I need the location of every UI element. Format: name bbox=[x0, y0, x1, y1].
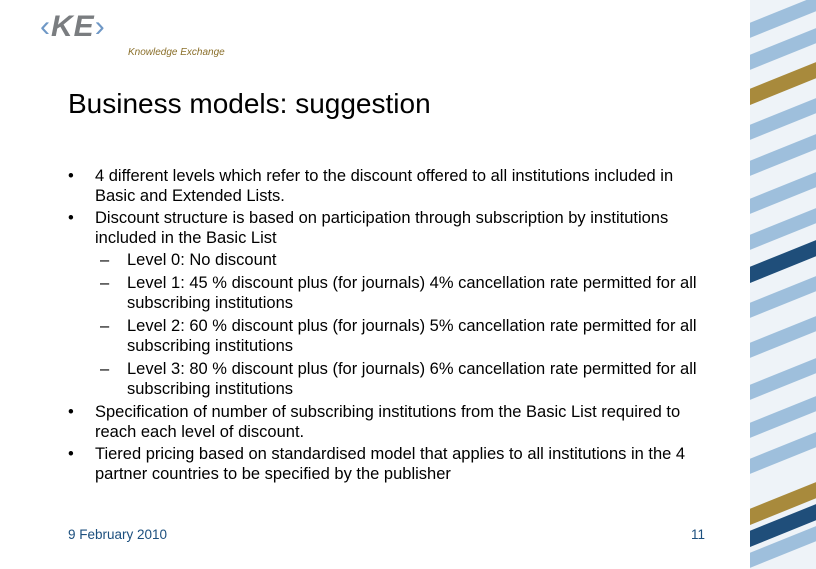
bullet-marker: • bbox=[68, 445, 74, 463]
bullet-item bbox=[68, 166, 718, 206]
sub-bullet-text: Level 1: 45 % discount plus (for journals) 4% cancellation rate permitted for all subscribing institutions bbox=[127, 274, 697, 312]
bullet-marker: • bbox=[68, 167, 74, 185]
sub-bullet-text: Level 2: 60 % discount plus (for journals) 5% cancellation rate permitted for all subscribing institutions bbox=[127, 317, 697, 355]
dash-marker: – bbox=[100, 274, 110, 292]
bullet-text: 4 different levels which refer to the discount offered to all institutions included in Basic and Extended Lists. bbox=[95, 167, 674, 205]
bullet-item bbox=[68, 208, 718, 248]
page-number: 11 bbox=[691, 527, 706, 542]
logo-subtitle: Knowledge Exchange bbox=[128, 47, 225, 58]
slide-content bbox=[68, 166, 718, 486]
footer-date: 9 February 2010 bbox=[68, 527, 168, 542]
bullet-marker: • bbox=[68, 209, 74, 227]
sub-bullet-item bbox=[68, 316, 718, 356]
dash-marker: – bbox=[100, 317, 110, 335]
sub-bullet-item bbox=[68, 250, 718, 270]
sub-bullet-item bbox=[68, 273, 718, 313]
logo-letters: KE bbox=[51, 10, 95, 43]
bullet-marker: • bbox=[68, 403, 74, 421]
sub-bullet-text: Level 0: No discount bbox=[127, 251, 277, 269]
logo-open-bracket: ‹ bbox=[40, 10, 51, 43]
bullet-text: Tiered pricing based on standardised model that applies to all institutions in the 4 partner countries to be specified by the publisher bbox=[95, 445, 686, 483]
logo-mark bbox=[40, 10, 106, 44]
dash-marker: – bbox=[100, 360, 110, 378]
dash-marker: – bbox=[100, 251, 110, 269]
bullet-item bbox=[68, 402, 718, 442]
logo bbox=[40, 10, 240, 62]
decorative-stripes bbox=[750, 0, 816, 569]
bullet-text: Specification of number of subscribing institutions from the Basic List required to reach each level of discount. bbox=[95, 403, 681, 441]
bullet-item bbox=[68, 444, 718, 484]
slide-title: Business models: suggestion bbox=[68, 88, 431, 119]
sub-bullet-text: Level 3: 80 % discount plus (for journals) 6% cancellation rate permitted for all subscribing institutions bbox=[127, 360, 697, 398]
logo-close-bracket: › bbox=[94, 10, 106, 43]
sub-bullet-item bbox=[68, 359, 718, 399]
bullet-text: Discount structure is based on participation through subscription by institutions included in the Basic List bbox=[95, 209, 669, 247]
